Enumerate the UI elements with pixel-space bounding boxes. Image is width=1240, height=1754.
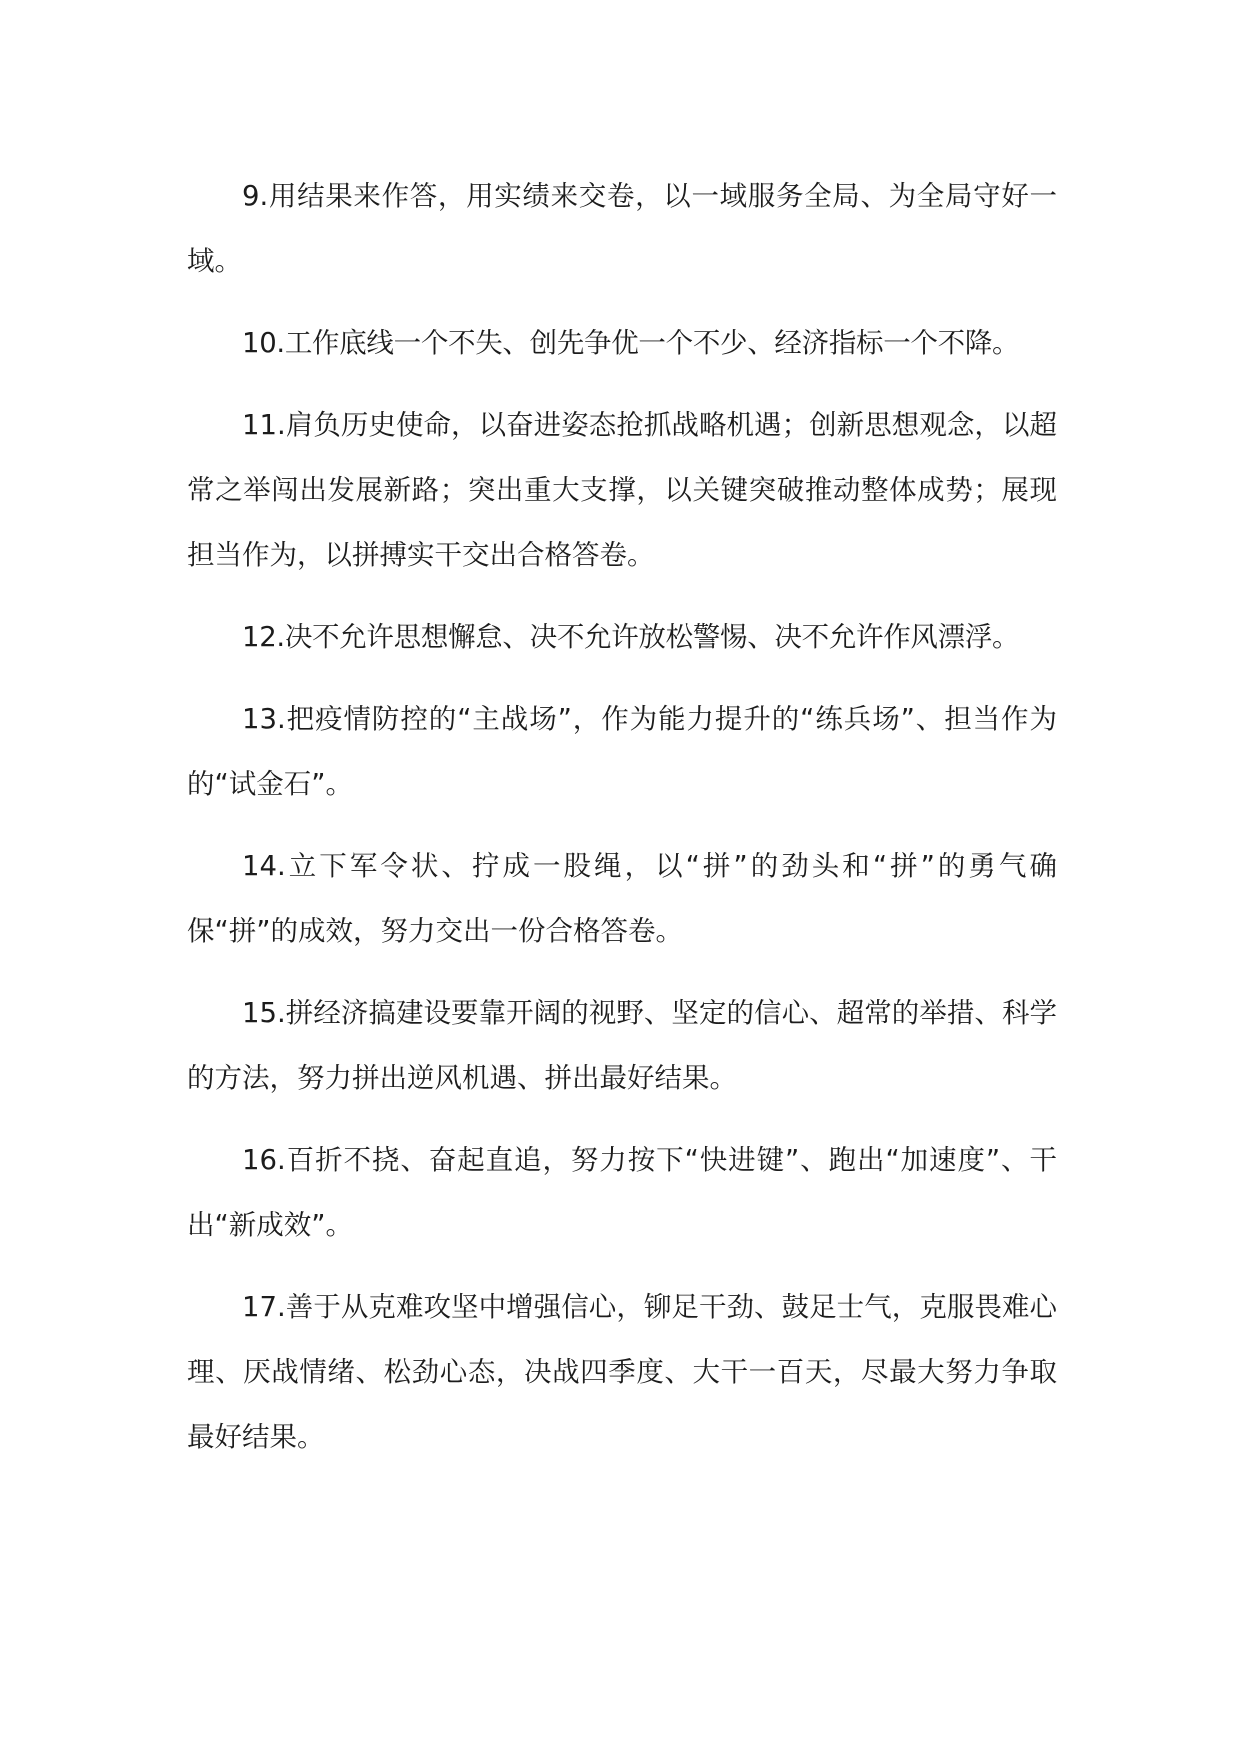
paragraph-13: 13.把疫情防控的“主战场”，作为能力提升的“练兵场”、担当作为的“试金石”。: [187, 703, 1057, 800]
paragraph-15: 15.拼经济搞建设要靠开阔的视野、坚定的信心、超常的举措、科学的方法，努力拼出逆风机遇、拼出最好结果。: [187, 997, 1057, 1094]
paragraph-10: 10.工作底线一个不失、创先争优一个不少、经济指标一个不降。: [242, 327, 1020, 359]
paragraph-9: 9.用结果来作答，用实绩来交卷，以一域服务全局、为全局守好一域。: [187, 180, 1057, 277]
paragraph-14: 14.立下军令状、拧成一股绳，以“拼”的劲头和“拼”的勇气确保“拼”的成效，努力交出一份合格答卷。: [187, 850, 1057, 947]
paragraph-17: 17.善于从克难攻坚中增强信心，铆足干劲、鼓足士气，克服畏难心理、厌战情绪、松劲心态，决战四季度、大干一百天，尽最大努力争取最好结果。: [187, 1291, 1057, 1453]
document-body: [187, 164, 1057, 1487]
paragraph-16: 16.百折不挠、奋起直追，努力按下“快进键”、跑出“加速度”、干出“新成效”。: [187, 1144, 1057, 1241]
paragraph-11: 11.肩负历史使命，以奋进姿态抢抓战略机遇；创新思想观念，以超常之举闯出发展新路；突出重大支撑，以关键突破推动整体成势；展现担当作为，以拼搏实干交出合格答卷。: [187, 409, 1057, 571]
paragraph-12: 12.决不允许思想懈怠、决不允许放松警惕、决不允许作风漂浮。: [242, 621, 1020, 653]
